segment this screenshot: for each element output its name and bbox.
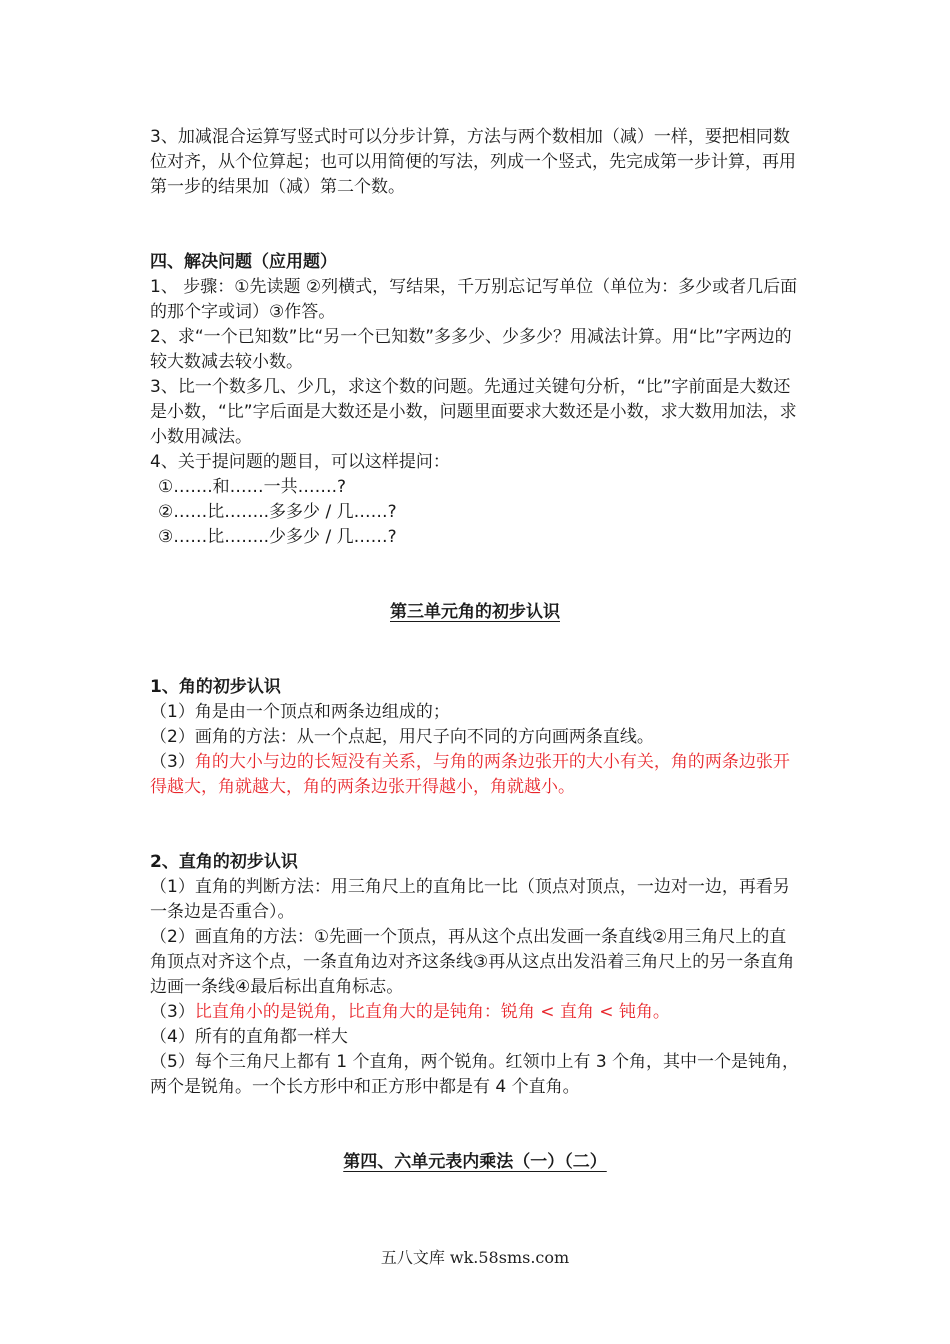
highlighted-rule: 角的大小与边的长短没有关系，与角的两条边张开的大小有关，角的两条边张开得越大，角就越大，角的两条边张开得越小，角就越小。 xyxy=(150,752,790,797)
spacer xyxy=(150,625,800,675)
angle-intro-heading: 1、角的初步认识 xyxy=(150,677,281,697)
right-angle-item-3 xyxy=(150,1000,800,1025)
right-angle-heading: 2、直角的初步认识 xyxy=(150,852,298,872)
item-number: （3） xyxy=(150,1002,195,1022)
unit-4-6-title: 第四、六单元表内乘法（一）（二） xyxy=(343,1152,607,1172)
right-angle-item-4: （4）所有的直角都一样大 xyxy=(150,1027,348,1047)
angle-intro-item-3 xyxy=(150,750,800,800)
unit-3-title: 第三单元角的初步认识 xyxy=(390,602,560,622)
problem-solving-step-3: 3、比一个数多几、少几，求这个数的问题。先通过关键句分析，“比”字前面是大数还是小数，“比”字后面是大数还是小数，问题里面要求大数还是小数，求大数用加法，求小数用减法。 xyxy=(150,377,797,447)
spacer xyxy=(150,800,800,850)
highlighted-rule: 比直角小的是锐角，比直角大的是钝角：锐角 < 直角 < 钝角。 xyxy=(194,1002,670,1022)
spacer xyxy=(150,550,800,600)
spacer xyxy=(150,200,800,250)
spacer xyxy=(150,1100,800,1150)
right-angle-item-1: （1）直角的判断方法：用三角尺上的直角比一比（顶点对顶点，一边对一边，再看另一条边是否重合）。 xyxy=(150,877,790,922)
problem-solving-step-2: 2、求“一个已知数”比“另一个已知数”多多少、少多少？用减法计算。用“比”字两边的较大数减去较小数。 xyxy=(150,327,792,372)
page-content xyxy=(150,125,800,1175)
section-heading-problem-solving: 四、解决问题（应用题） xyxy=(150,252,337,272)
problem-solving-step-4: 4、关于提问题的题目，可以这样提问： xyxy=(150,452,450,472)
right-angle-item-5: （5）每个三角尺上都有 1 个直角，两个锐角。红领巾上有 3 个角，其中一个是钝角，两个是锐角。一个长方形中和正方形中都是有 4 个直角。 xyxy=(150,1052,800,1097)
question-template-2: ②……比……..多多少 / 几……? xyxy=(158,502,397,522)
footer-watermark: 五八文库 wk.58sms.com xyxy=(380,1248,570,1267)
angle-intro-item-2: （2）画角的方法：从一个点起，用尺子向不同的方向画两条直线。 xyxy=(150,727,654,747)
question-template-3: ③……比……..少多少 / 几……? xyxy=(158,527,397,547)
question-template-1: ①…….和……一共…….? xyxy=(158,477,347,497)
item-number: （3） xyxy=(150,752,195,772)
angle-intro-item-1: （1）角是由一个顶点和两条边组成的； xyxy=(150,702,450,722)
addition-subtraction-rule-3: 3、加减混合运算写竖式时可以分步计算，方法与两个数相加（减）一样，要把相同数位对齐，从个位算起；也可以用简便的写法，列成一个竖式，先完成第一步计算，再用第一步的结果加（减）第二个数。 xyxy=(150,127,796,197)
problem-solving-step-1: 1、 步骤：①先读题 ②列横式，写结果，千万别忘记写单位（单位为：多少或者几后面的那个字或词）③作答。 xyxy=(150,277,798,322)
right-angle-item-2: （2）画直角的方法：①先画一个顶点，再从这个点出发画一条直线②用三角尺上的直角顶点对齐这个点，一条直角边对齐这条线③再从这点出发沿着三角尺上的另一条直角边画一条线④最后标出直角标志。 xyxy=(150,927,795,997)
